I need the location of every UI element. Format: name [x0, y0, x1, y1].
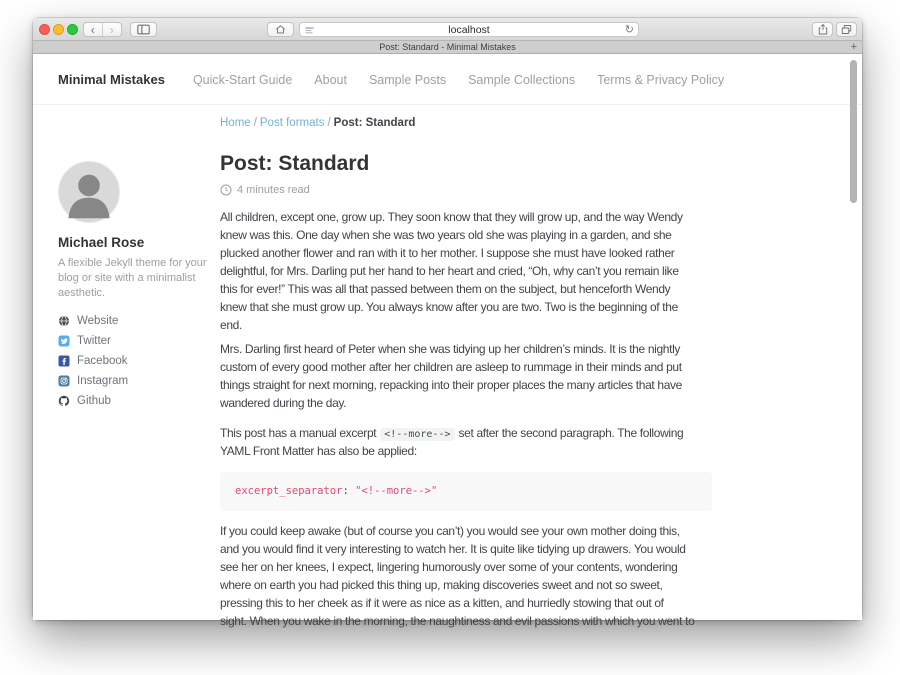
- sidebar-link-facebook[interactable]: [58, 351, 220, 371]
- breadcrumb-home-link[interactable]: Home: [220, 117, 251, 129]
- breadcrumb-section-link[interactable]: Post formats: [259, 117, 325, 129]
- traffic-lights: [39, 24, 78, 35]
- paragraph-line: This post has a manual excerpt <!--more--> set after the second paragraph. The following: [220, 426, 684, 440]
- paragraph-line: and you would find it very interesting to watch her. It is quite like tidying up drawers. You would: [220, 542, 686, 556]
- breadcrumb-separator: /: [327, 117, 331, 129]
- breadcrumb-separator: /: [253, 117, 257, 129]
- sidebar-link-github[interactable]: [58, 391, 220, 411]
- reader-icon: [305, 27, 314, 35]
- nav-item-sample-posts[interactable]: Sample Posts: [368, 72, 447, 87]
- author-name: Michael Rose: [58, 235, 145, 250]
- paragraph-line: this for ever!” This was all that passed between them on the subject, but henceforth Wendy: [220, 282, 671, 296]
- sidebar-link-label: Twitter: [77, 335, 111, 347]
- paragraph-line: end.: [220, 318, 242, 332]
- sidebar-link-label: Github: [77, 395, 111, 407]
- new-tab-button[interactable]: +: [850, 41, 857, 53]
- breadcrumb: [220, 117, 415, 129]
- paragraph-line: delightful, for Mrs. Darling put her hand to her heart and cried, “Oh, why can’t you remain like: [220, 264, 679, 278]
- paragraph-line: Mrs. Darling first heard of Peter when she was tidying up her children’s minds. It is the nightly: [220, 342, 681, 356]
- read-time-text: 4 minutes read: [237, 184, 310, 196]
- paragraph-line: where on earth you had picked this thing up, making discoveries sweet and not so sweet,: [220, 578, 663, 592]
- paragraph-line: knew that she must grow up. You always know after you are two. Two is the beginning of the: [220, 300, 678, 314]
- site-navigation: [33, 55, 862, 105]
- address-bar[interactable]: [299, 22, 639, 37]
- sidebar-link-label: Website: [77, 315, 119, 327]
- page-content: [33, 55, 862, 628]
- page-title: Post: Standard: [220, 152, 370, 175]
- sidebar-link-label: Facebook: [77, 355, 128, 367]
- site-title-link[interactable]: Minimal Mistakes: [58, 72, 165, 87]
- browser-toolbar: [33, 18, 862, 41]
- breadcrumb-current: Post: Standard: [333, 117, 416, 129]
- paragraph-line: If you could keep awake (but of course you can’t) you would see your own mother doing this,: [220, 524, 680, 538]
- nav-item-about[interactable]: About: [314, 72, 347, 87]
- yaml-value: "<!--more-->": [355, 485, 438, 497]
- nav-item-terms-privacy[interactable]: Terms & Privacy Policy: [597, 72, 725, 87]
- home-icon: [275, 24, 286, 35]
- nav-item-sample-collections[interactable]: Sample Collections: [468, 72, 576, 87]
- paragraph-3: [220, 424, 712, 460]
- browser-window: [33, 18, 862, 628]
- author-links: [58, 311, 220, 411]
- back-button[interactable]: [84, 23, 103, 36]
- tabs-overview-icon: [841, 24, 852, 35]
- history-nav-group: [83, 22, 122, 37]
- paragraph-line: see her on her knees, I expect, lingering humorously over some of your contents, wondering: [220, 560, 678, 574]
- back-chevron-icon: ‹: [90, 22, 95, 37]
- show-all-tabs-button[interactable]: [836, 22, 857, 37]
- zoom-window-button[interactable]: [67, 24, 78, 35]
- twitter-icon: [58, 335, 70, 347]
- page-scrollbar[interactable]: [850, 60, 857, 203]
- paragraph-line: All children, except one, grow up. They soon know that they will grow up, and the way Wendy: [220, 210, 683, 224]
- close-window-button[interactable]: [39, 24, 50, 35]
- clock-icon: [220, 184, 232, 196]
- nav-links: [193, 73, 724, 87]
- paragraph-line: custom of every good mother after her children are asleep to rummage in their minds and put: [220, 360, 682, 374]
- inline-code: <!--more-->: [380, 428, 454, 441]
- yaml-code-block: [220, 472, 712, 511]
- share-button[interactable]: [812, 22, 833, 37]
- paragraph-line: plucked another flower and ran with it to her mother. I suppose she must have looked rather: [220, 246, 675, 260]
- author-bio: A flexible Jekyll theme for your blog or site with a minimalist aesthetic.: [58, 257, 207, 299]
- paragraph-line: YAML Front Matter has also be applied:: [220, 444, 417, 458]
- paragraph-line: sight. When you wake in the morning, the naughtiness and evil passions with which you went to: [220, 614, 695, 628]
- github-icon: [58, 395, 70, 407]
- sidebar-link-label: Instagram: [77, 375, 129, 387]
- paragraph-2: [220, 340, 712, 412]
- read-time: [220, 183, 712, 197]
- active-tab[interactable]: Post: Standard - Minimal Mistakes: [379, 42, 516, 52]
- sidebar-toggle-button[interactable]: [130, 22, 157, 37]
- author-sidebar: [58, 161, 220, 411]
- reload-icon[interactable]: ↻: [624, 24, 634, 36]
- yaml-key: excerpt_separator: [235, 485, 343, 497]
- facebook-icon: [58, 355, 70, 367]
- instagram-icon: [58, 375, 70, 387]
- home-button[interactable]: [267, 22, 294, 37]
- forward-button[interactable]: [103, 23, 122, 36]
- sidebar-link-instagram[interactable]: [58, 371, 220, 391]
- paragraph-4: [220, 522, 712, 630]
- paragraph-line: wandered during the day.: [220, 396, 347, 410]
- person-silhouette-icon: [59, 162, 119, 222]
- url-text: localhost: [448, 23, 490, 36]
- sidebar-panel-icon: [137, 24, 150, 35]
- paragraph-line: knew was this. One day when she was two years old she was playing in a garden, and she: [220, 228, 672, 242]
- minimize-window-button[interactable]: [53, 24, 64, 35]
- globe-icon: [58, 315, 70, 327]
- author-avatar: [58, 161, 120, 223]
- paragraph-1: [220, 208, 712, 334]
- forward-chevron-icon: ›: [109, 22, 114, 37]
- paragraph-line: things straight for next morning, repacking into their proper places the many articles that have: [220, 378, 682, 392]
- article: [220, 151, 712, 630]
- paragraph-line: pressing this to her cheek as if it were as nice as a kitten, and hurriedly stowing that out of: [220, 596, 664, 610]
- share-icon: [818, 24, 828, 35]
- sidebar-link-website[interactable]: [58, 311, 220, 331]
- tab-bar: [33, 41, 862, 54]
- nav-item-quick-start-guide[interactable]: Quick-Start Guide: [192, 72, 293, 87]
- yaml-separator: :: [342, 485, 356, 497]
- sidebar-link-twitter[interactable]: [58, 331, 220, 351]
